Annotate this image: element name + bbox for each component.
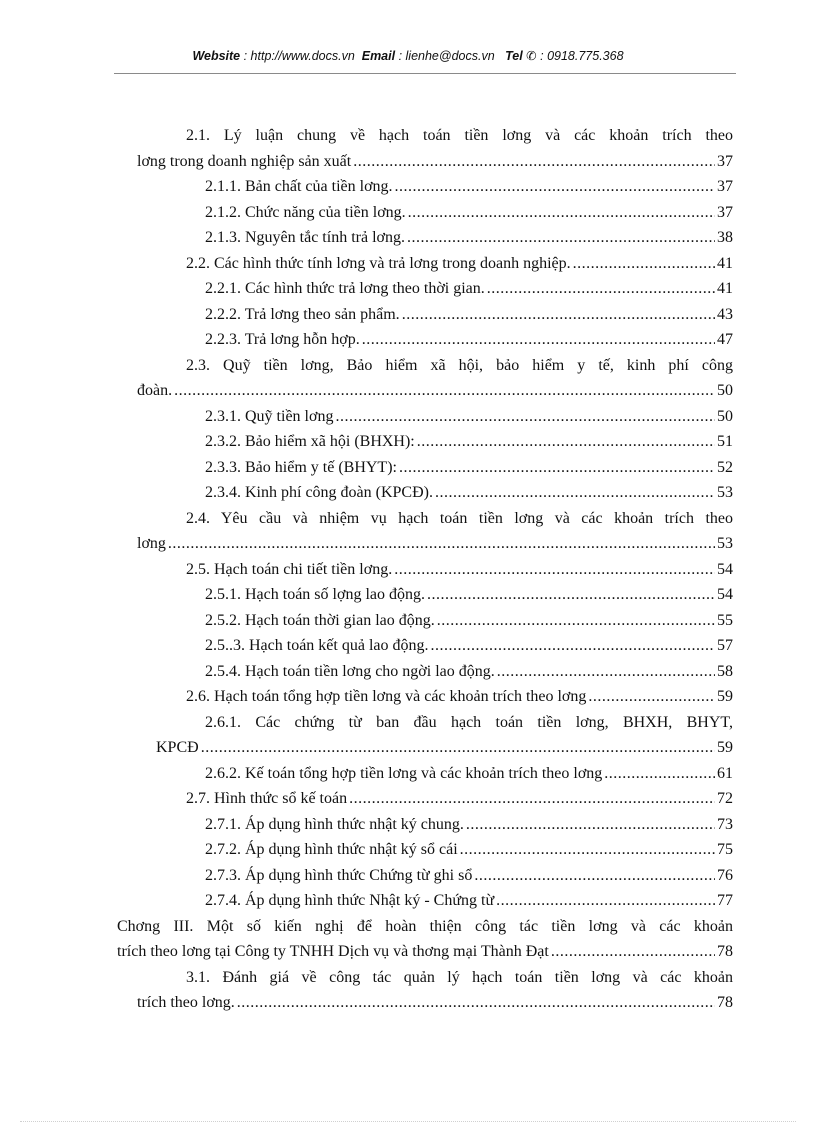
leader-dots	[551, 939, 715, 965]
leader-dots	[174, 378, 715, 404]
toc-entry-2-5-4	[0, 659, 816, 685]
toc-page-number: 76	[717, 866, 733, 884]
email-label: Email	[361, 49, 396, 63]
toc-entry-2-6	[0, 684, 816, 710]
toc-page-number: 57	[717, 637, 733, 654]
toc-entry-text-line2: lơng trong doanh nghiệp sản xuất	[137, 152, 352, 170]
website-label: Website	[192, 49, 241, 63]
toc-entry-line2	[137, 378, 733, 404]
toc-entry-text: 2.3.2. Bảo hiểm xã hội (BHXH):	[205, 433, 415, 450]
toc-entry-text: 2.2.1. Các hình thức trả lơng theo thời gian.	[205, 280, 485, 297]
toc-page-number: 61	[717, 764, 733, 782]
toc-entry-text: 2.1.3. Nguyên tắc tính trả lơng.	[205, 229, 405, 246]
toc-entry-text: 2.5.4. Hạch toán tiền lơng cho ngời lao động.	[205, 662, 495, 680]
phone-icon: ✆	[526, 49, 537, 63]
toc-entry-text: 2.7. Hình thức sổ kế toán	[186, 790, 348, 807]
toc-entry-line2	[137, 990, 733, 1016]
toc-entry-2-6-1	[0, 710, 816, 761]
toc-entry-text-line1: 2.1. Lý luận chung về hạch toán tiền lơng và các khoản trích theo	[186, 127, 733, 144]
leader-dots	[402, 302, 715, 328]
toc-entry-2-2	[0, 251, 816, 277]
table-of-contents	[0, 123, 816, 1016]
toc-entry-2-2-3	[0, 327, 816, 353]
toc-entry-2-1-2	[0, 200, 816, 226]
toc-entry-text: 2.7.2. Áp dụng hình thức nhật ký sổ cái	[205, 841, 458, 858]
toc-page-number: 78	[717, 994, 733, 1011]
toc-page-number: 59	[717, 739, 733, 756]
toc-entry-2-3	[0, 353, 816, 404]
toc-page-number: 52	[717, 458, 733, 476]
email-value: : lienhe@docs.vn	[395, 49, 495, 63]
toc-entry-2-7	[0, 786, 816, 812]
page-bottom-border	[20, 1121, 796, 1122]
toc-entry-2-6-2	[0, 761, 816, 787]
tel-value: : 0918.775.368	[536, 49, 624, 63]
toc-page-number: 55	[717, 611, 733, 629]
toc-page-number: 50	[717, 382, 733, 399]
toc-entry-text-line2: lơng	[137, 535, 166, 552]
toc-page-number: 50	[717, 407, 733, 425]
toc-entry-line2	[156, 735, 733, 761]
toc-entry-2-5-3	[0, 633, 816, 659]
leader-dots	[353, 149, 715, 175]
toc-entry-text: 2.3.1. Quỹ tiền lơng	[205, 407, 334, 425]
toc-page-number: 37	[717, 152, 733, 170]
leader-dots	[487, 276, 715, 302]
toc-entry-text-line2: KPCĐ	[156, 739, 199, 756]
leader-dots	[497, 659, 715, 685]
toc-entry-2-1-1	[0, 174, 816, 200]
header-divider	[114, 73, 736, 74]
toc-entry-2-2-1	[0, 276, 816, 302]
toc-entry-2-3-1	[0, 404, 816, 430]
toc-entry-2-7-4	[0, 888, 816, 914]
toc-entry-text: 2.2.2. Trả lơng theo sản phẩm.	[205, 305, 400, 323]
leader-dots	[407, 225, 715, 251]
toc-entry-2-3-4	[0, 480, 816, 506]
leader-dots	[237, 990, 715, 1016]
leader-dots	[427, 582, 715, 608]
toc-entry-text-line1: 3.1. Đánh giá về công tác quản lý hạch toán tiền lơng và các khoản	[186, 968, 733, 986]
toc-entry-text: 2.7.1. Áp dụng hình thức nhật ký chung.	[205, 815, 464, 833]
toc-entry-2-4	[0, 506, 816, 557]
website-value: : http://www.docs.vn	[240, 49, 355, 63]
toc-entry-text: 2.5.1. Hạch toán số lợng lao động.	[205, 586, 425, 603]
toc-entry-text-line2: trích theo lơng.	[137, 994, 235, 1011]
toc-entry-2-5	[0, 557, 816, 583]
tel-label: Tel	[505, 49, 523, 63]
toc-page-number: 41	[717, 254, 733, 272]
toc-page-number: 51	[717, 433, 733, 450]
page-header	[0, 48, 816, 63]
toc-page-number: 75	[717, 841, 733, 858]
leader-dots	[588, 684, 715, 710]
toc-page-number: 58	[717, 662, 733, 680]
leader-dots	[435, 480, 715, 506]
leader-dots	[431, 633, 716, 659]
toc-page-number: 78	[717, 943, 733, 960]
toc-entry-text: 2.7.3. Áp dụng hình thức Chứng từ ghi sổ	[205, 866, 473, 884]
leader-dots	[466, 812, 715, 838]
leader-dots	[395, 174, 715, 200]
toc-entry-2-7-3	[0, 863, 816, 889]
toc-entry-line2	[137, 149, 733, 175]
toc-page-number: 54	[717, 560, 733, 578]
toc-entry-2-3-2	[0, 429, 816, 455]
toc-entry-line2	[137, 531, 733, 557]
toc-entry-text-line2: đoàn.	[137, 382, 173, 399]
toc-entry-2-1	[0, 123, 816, 174]
toc-entry-text: 2.3.3. Bảo hiểm y tế (BHYT):	[205, 458, 397, 476]
leader-dots	[399, 455, 715, 481]
leader-dots	[362, 327, 715, 353]
toc-entry-2-1-3	[0, 225, 816, 251]
toc-page-number: 73	[717, 815, 733, 833]
toc-page-number: 41	[717, 280, 733, 297]
toc-page-number: 37	[717, 178, 733, 195]
toc-entry-text: 2.3.4. Kinh phí công đoàn (KPCĐ).	[205, 484, 433, 501]
toc-entry-text: 2.5..3. Hạch toán kết quả lao động.	[205, 637, 429, 654]
toc-entry-2-7-2	[0, 837, 816, 863]
toc-page-number: 54	[717, 586, 733, 603]
toc-entry-text: 2.1.2. Chức năng của tiền lơng.	[205, 203, 406, 221]
toc-page-number: 53	[717, 535, 733, 552]
toc-page-number: 37	[717, 203, 733, 221]
toc-entry-2-3-3	[0, 455, 816, 481]
leader-dots	[408, 200, 715, 226]
toc-entry-text: 2.2.3. Trả lơng hỗn hợp.	[205, 331, 360, 348]
toc-entry-line2	[117, 939, 733, 965]
toc-entry-2-7-1	[0, 812, 816, 838]
toc-entry-text: 2.2. Các hình thức tính lơng và trả lơng trong doanh nghiệp.	[186, 254, 571, 272]
toc-entry-2-5-2	[0, 608, 816, 634]
toc-entry-2-2-2	[0, 302, 816, 328]
leader-dots	[496, 888, 715, 914]
toc-entry-text-line2: trích theo lơng tại Công ty TNHH Dịch vụ và thơng mại Thành Đạt	[117, 943, 549, 960]
toc-entry-text: 2.6.2. Kế toán tổng hợp tiền lơng và các khoản trích theo lơng	[205, 764, 603, 782]
toc-page-number: 72	[717, 790, 733, 807]
leader-dots	[168, 531, 715, 557]
toc-page-number: 38	[717, 229, 733, 246]
toc-page-number: 43	[717, 305, 733, 323]
toc-entry-text: 2.5.2. Hạch toán thời gian lao động.	[205, 611, 435, 629]
leader-dots	[335, 404, 715, 430]
toc-entry-text: 2.6. Hạch toán tổng hợp tiền lơng và các khoản trích theo lơng	[186, 688, 587, 705]
toc-entry-text: 2.1.1. Bản chất của tiền lơng.	[205, 178, 393, 195]
toc-page-number: 47	[717, 331, 733, 348]
toc-entry-2-5-1	[0, 582, 816, 608]
leader-dots	[417, 429, 715, 455]
toc-page-number: 53	[717, 484, 733, 501]
toc-entry-text-line1: 2.3. Quỹ tiền lơng, Bảo hiểm xã hội, bảo hiểm y tế, kinh phí công	[186, 356, 733, 374]
toc-entry-3-1	[0, 965, 816, 1016]
leader-dots	[460, 837, 715, 863]
leader-dots	[201, 735, 715, 761]
toc-entry-text-line1: Chơng III. Một số kiến nghị để hoàn thiện công tác tiền lơng và các khoản	[117, 917, 733, 935]
leader-dots	[604, 761, 715, 787]
toc-entry-chapter-3	[0, 914, 816, 965]
toc-entry-text-line1: 2.4. Yêu cầu và nhiệm vụ hạch toán tiền lơng và các khoản trích theo	[186, 509, 733, 527]
toc-page-number: 77	[717, 892, 733, 909]
leader-dots	[394, 557, 715, 583]
toc-page-number: 59	[717, 688, 733, 705]
leader-dots	[474, 863, 715, 889]
leader-dots	[573, 251, 715, 277]
leader-dots	[437, 608, 715, 634]
leader-dots	[349, 786, 715, 812]
toc-entry-text-line1: 2.6.1. Các chứng từ ban đầu hạch toán tiền lơng, BHXH, BHYT,	[205, 713, 733, 731]
toc-entry-text: 2.7.4. Áp dụng hình thức Nhật ký - Chứng từ	[205, 892, 495, 909]
toc-entry-text: 2.5. Hạch toán chi tiết tiền lơng.	[186, 560, 393, 578]
